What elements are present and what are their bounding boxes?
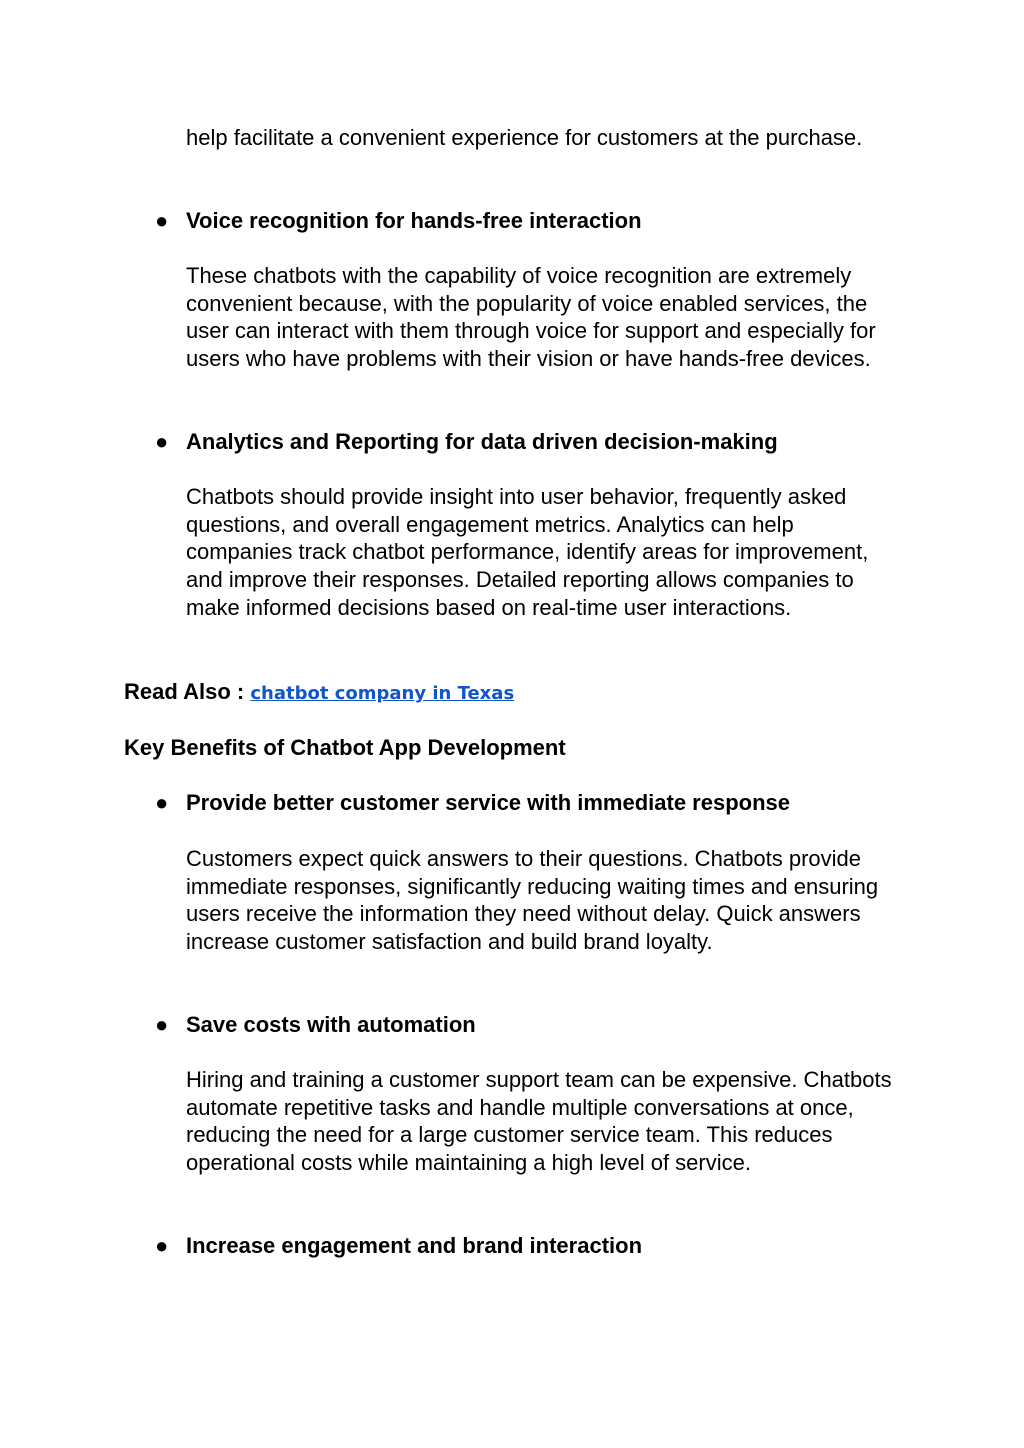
benefit-title: Provide better customer service with immediate response [186,790,791,815]
read-also-label: Read Also : [124,679,245,704]
feature-analytics-body: Chatbots should provide insight into user behavior, frequently asked questions, and overall engagement metrics. Analytics can help companies track chatbot performance, identify areas for improvement, and improve their responses. Detailed reporting allows companies to make informed decisions based on real-time user interactions. [186,484,869,620]
benefit-title: Save costs with automation [186,1012,476,1037]
feature-title: Voice recognition for hands-free interaction [186,208,642,233]
bullet-icon: ● [155,208,169,233]
feature-title: Analytics and Reporting for data driven decision-making [186,429,778,454]
intro-continuation-paragraph: help facilitate a convenient experience for customers at the purchase. [186,125,863,150]
bullet-icon: ● [155,1012,169,1037]
bullet-icon: ● [155,429,169,454]
benefit-customer-service-body: Customers expect quick answers to their questions. Chatbots provide immediate responses, significantly reducing waiting times and ensuring users receive the information they need without delay. Quick answers increase customer satisfaction and build brand loyalty. [186,846,879,955]
feature-voice-recognition-body: These chatbots with the capability of voice recognition are extremely convenient because, with the popularity of voice enabled services, the user can interact with them through voice for support and especially for users who have problems with their vision or have hands-free devices. [186,263,876,372]
benefits-heading: Key Benefits of Chatbot App Development [124,735,566,760]
bullet-icon: ● [155,1233,169,1258]
read-also-link[interactable]: chatbot company in Texas [250,683,515,704]
benefit-save-costs-body: Hiring and training a customer support team can be expensive. Chatbots automate repetitive tasks and handle multiple conversations at once, reducing the need for a large customer service team. This reduces operational costs while maintaining a high level of service. [186,1067,892,1176]
benefit-title: Increase engagement and brand interaction [186,1233,643,1258]
bullet-icon: ● [155,790,169,815]
read-also-line [124,678,514,708]
